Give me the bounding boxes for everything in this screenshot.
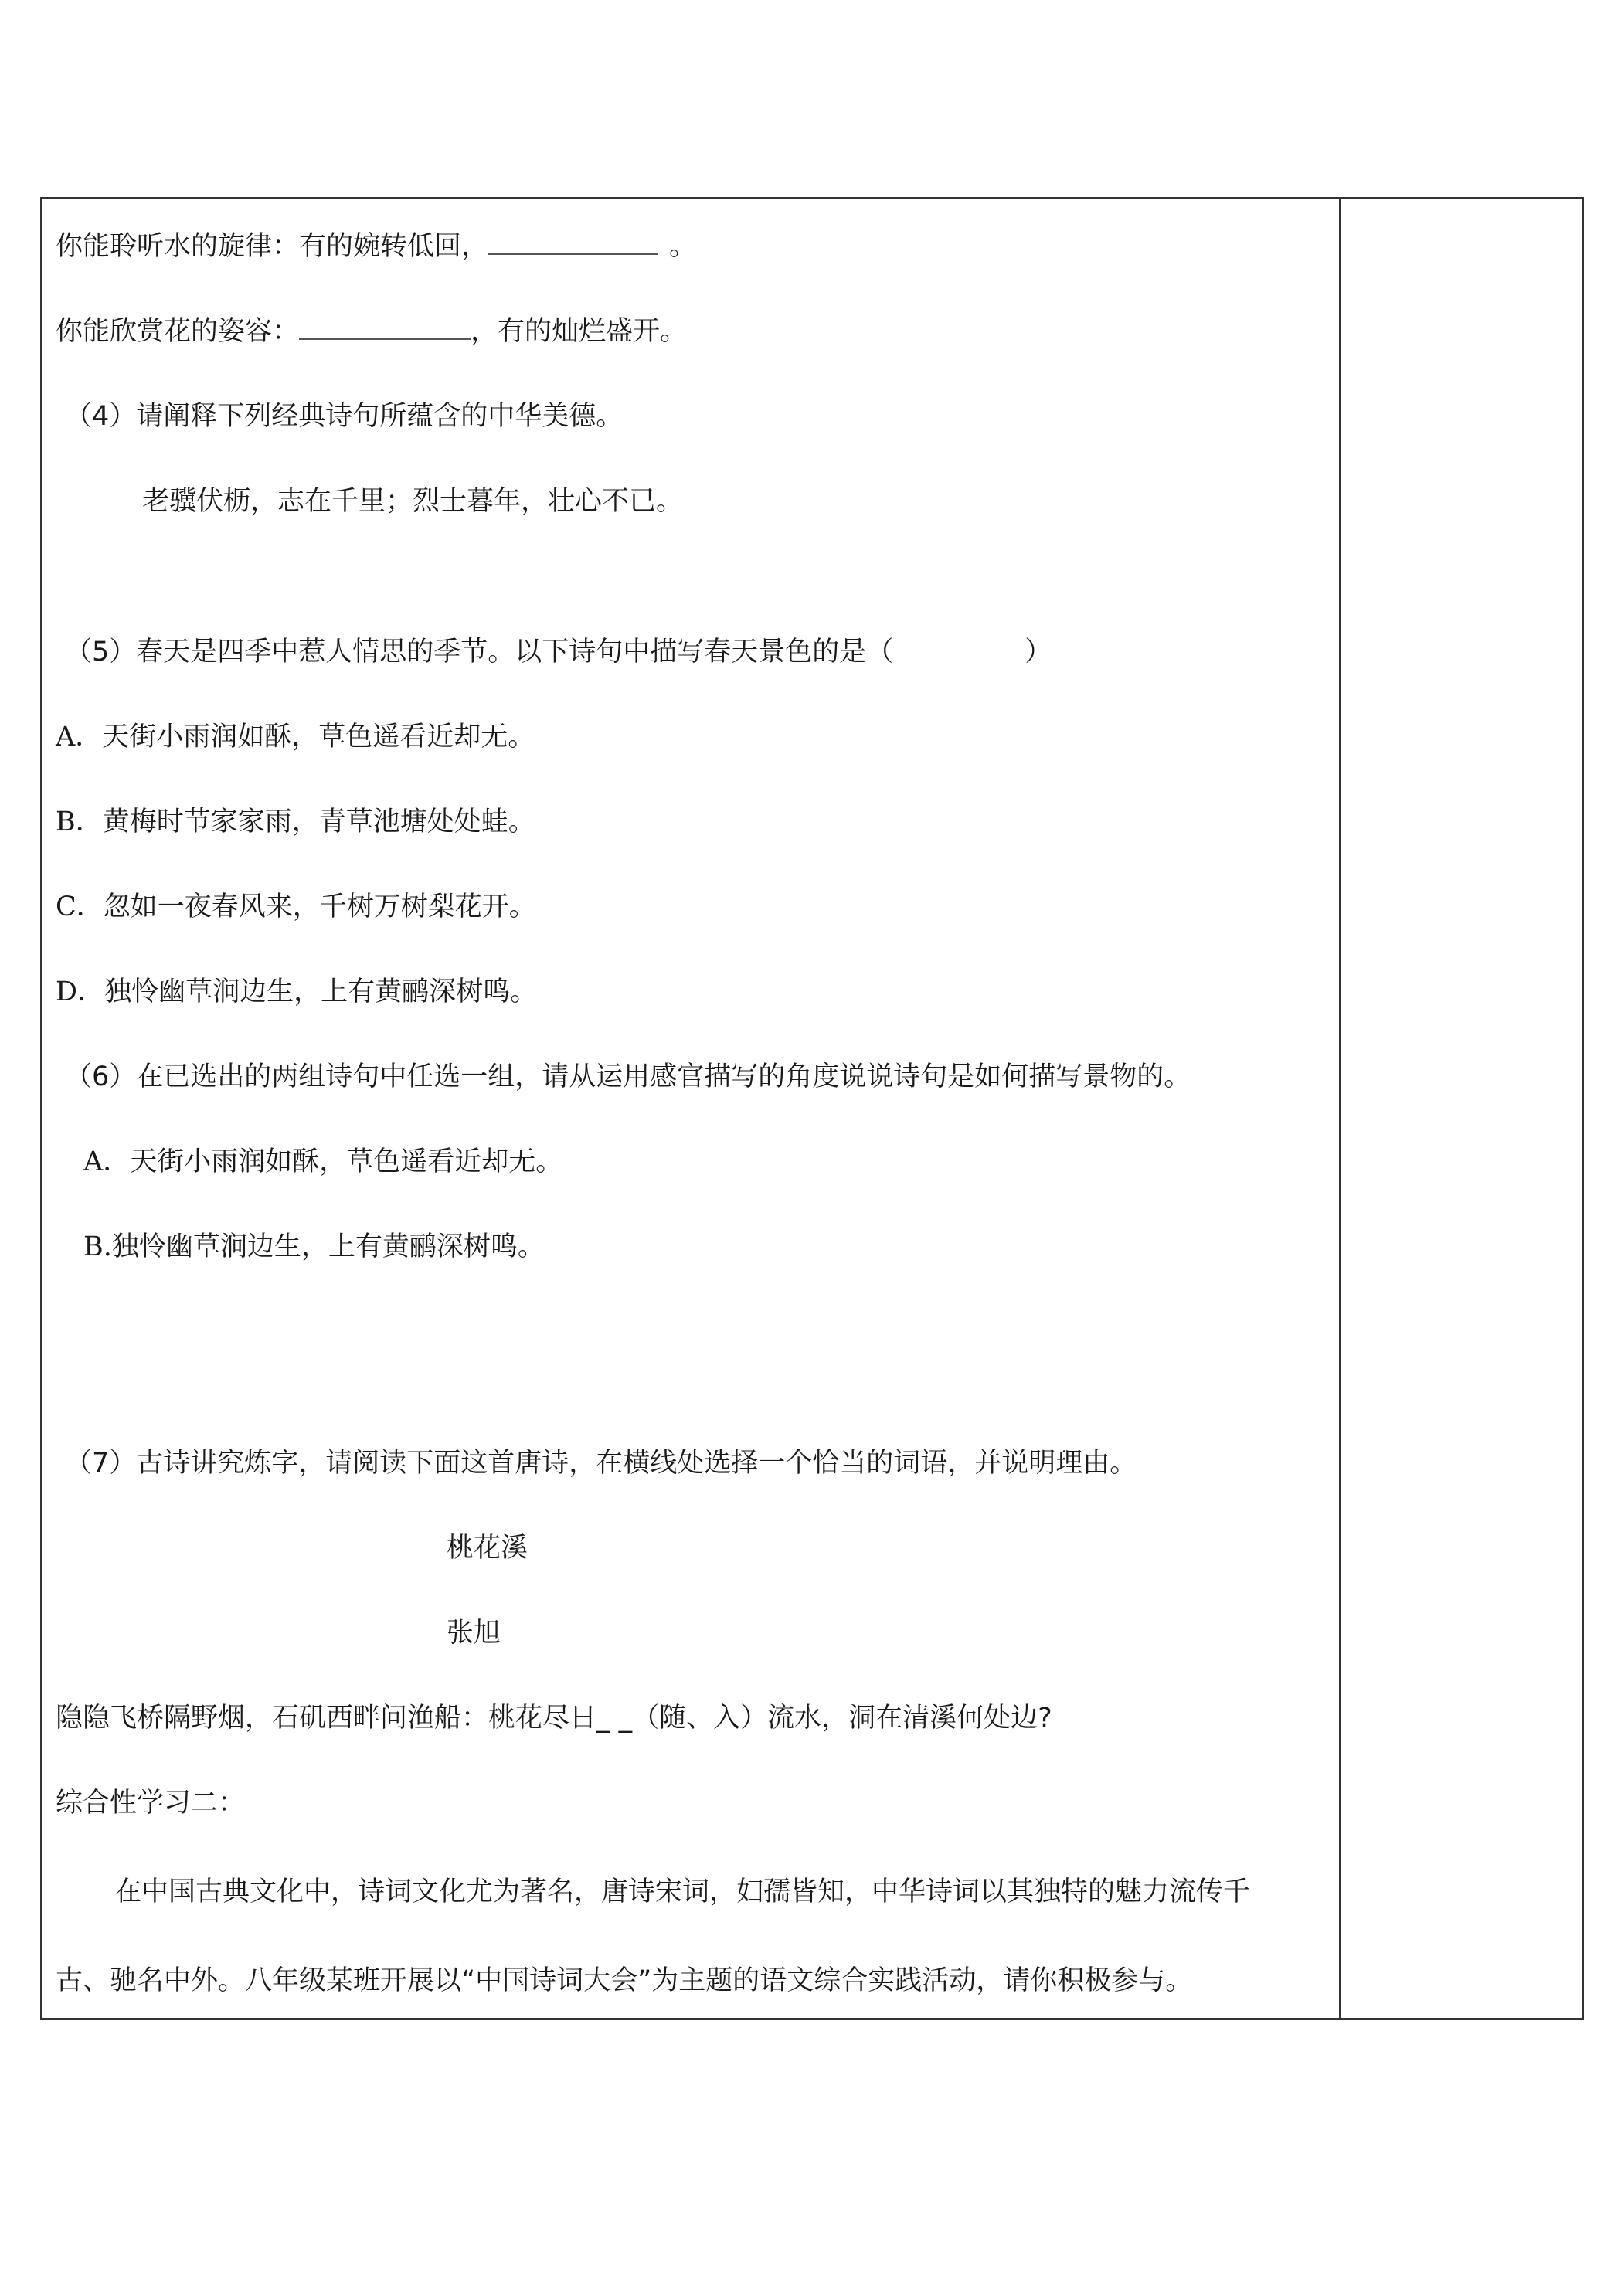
option-text: 黄梅时节家家雨，青草池塘处处蛙。 xyxy=(102,807,535,837)
option-letter: C． xyxy=(56,892,104,922)
option-text: 忽如一夜春风来，千树万树梨花开。 xyxy=(103,892,536,922)
q6-option-a xyxy=(83,1143,562,1180)
poem-text: 隐隐飞桥隔野烟，石矶西畔问渔船：桃花尽日_ _（随、入）流水，洞在清溪何处边? xyxy=(56,1703,1052,1734)
q6-option-b xyxy=(83,1228,545,1265)
option-b xyxy=(56,803,535,841)
option-text: 天街小雨润如酥，草色遥看近却无。 xyxy=(130,1146,563,1177)
option-letter: A． xyxy=(83,1146,131,1177)
question-7: （7）古诗讲究炼字，请阅读下面这首唐诗，在横线处选择一个恰当的词语，并说明理由。 xyxy=(65,1448,1137,1479)
option-letter: A． xyxy=(56,722,103,752)
table-frame xyxy=(40,197,1584,2020)
column-divider xyxy=(1339,197,1341,2020)
question-5-close: ） xyxy=(1025,637,1052,667)
option-text: 独怜幽草涧边生，上有黄鹂深树鸣。 xyxy=(104,976,538,1007)
paragraph-line-2: 古、驰名中外。八年级某班开展以“中国诗词大会”为主题的语文综合实践活动，请你积极参与。 xyxy=(56,1965,1193,1996)
answer-blank-1[interactable] xyxy=(488,230,658,255)
option-letter: D． xyxy=(56,976,105,1007)
question-5 xyxy=(65,633,1052,671)
section-title: 综合性学习二： xyxy=(56,1788,246,1819)
question-4-poem: 老骥伏枥，志在千里；烈士暮年，壮心不已。 xyxy=(142,486,684,517)
question-5-text: （5）春天是四季中惹人情思的季节。以下诗句中描写春天景色的是（ xyxy=(65,637,894,667)
option-d xyxy=(56,973,537,1010)
question-6: （6）在已选出的两组诗句中任选一组，请从运用感官描写的角度说说诗句是如何描写景物的。 xyxy=(65,1061,1191,1092)
option-text: 独怜幽草涧边生，上有黄鹂深树鸣。 xyxy=(111,1231,545,1262)
option-letter: B． xyxy=(56,807,103,837)
option-c xyxy=(56,888,536,926)
option-a xyxy=(56,718,535,756)
poem-author: 张旭 xyxy=(447,1618,501,1649)
option-letter: B. xyxy=(83,1231,112,1262)
answer-blank-2[interactable] xyxy=(299,315,471,340)
paragraph-line-1: 在中国古典文化中，诗词文化尤为著名，唐诗宋词，妇孺皆知，中华诗词以其独特的魅力流传千 xyxy=(114,1877,1251,1907)
water-melody-text: 你能聆听水的旋律：有的婉转低回， xyxy=(56,231,489,262)
water-melody-line xyxy=(56,228,696,265)
poem-title: 桃花溪 xyxy=(447,1533,528,1564)
flower-appearance-line xyxy=(56,313,687,350)
option-text: 天街小雨润如酥，草色遥看近却无。 xyxy=(102,722,535,752)
flower-appearance-end: ，有的灿烂盛开。 xyxy=(471,316,688,347)
flower-appearance-text: 你能欣赏花的姿容： xyxy=(56,316,300,347)
question-4: （4）请阐释下列经典诗句所蕴含的中华美德。 xyxy=(65,401,624,432)
water-melody-end: 。 xyxy=(669,231,697,262)
